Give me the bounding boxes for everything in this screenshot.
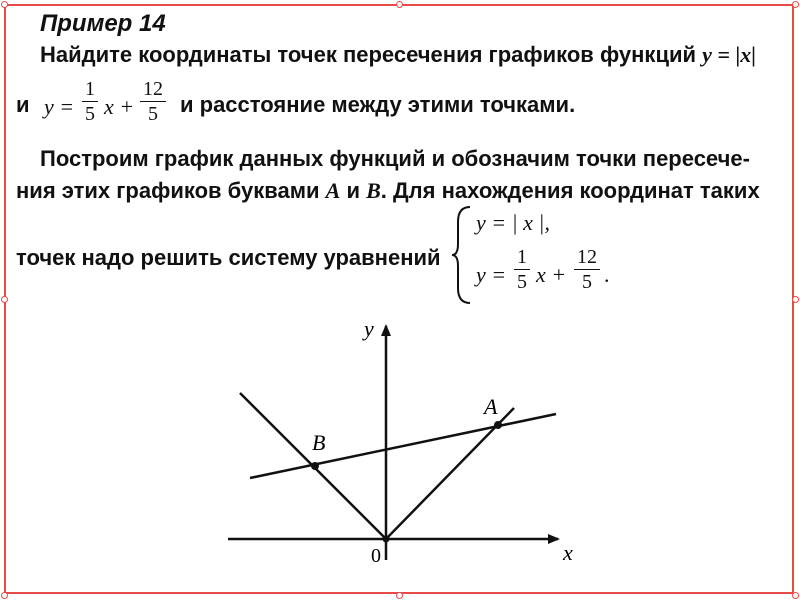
solution-line-3: точек надо решить систему уравнений [16,245,441,270]
linear-function-line [250,414,556,478]
point-b-label: B [312,430,326,455]
task-y-eq: y = [44,94,75,119]
and-word: и [16,92,30,117]
solution-text: . Для нахождения координат таких [380,178,760,203]
x-axis-label: x [563,540,573,565]
point-a [494,421,502,429]
point-a-label: A [484,394,498,419]
origin-label: 0 [371,545,381,567]
point-b [311,462,319,470]
y-axis-label: y [364,316,374,341]
system-eq-1: y = | x |, [476,210,550,235]
point-a-ref: A [325,178,341,203]
task-text: Найдите координаты точек пересечения графиков функций [40,42,697,67]
fraction-numerator: 1 [517,246,527,268]
example-title: Пример 14 [40,10,166,37]
origin-point [383,536,390,543]
and-word: и [346,178,360,203]
fraction-denominator: 5 [517,271,527,293]
point-b-ref: B [366,178,381,203]
solution-line-1: Построим график данных функций и обозначим точки пересече- [40,146,750,171]
fraction-denominator: 5 [148,103,158,125]
system-eq-2-x: x + [536,262,567,287]
fraction-numerator: 1 [85,78,95,100]
solution-text: ния этих графиков буквами [16,178,320,203]
fraction-denominator: 5 [85,103,95,125]
abs-function-line [240,393,514,539]
fraction-denominator: 5 [582,271,592,293]
task-function-abs: y = |x| [702,42,757,67]
task-suffix: и расстояние между этими точками. [180,92,576,117]
fraction-numerator: 12 [577,246,597,268]
system-eq-2-prefix: y = [476,262,507,287]
system-eq-2-end: . [604,262,610,287]
fraction-numerator: 12 [143,78,163,100]
task-x-plus: x + [104,94,135,119]
